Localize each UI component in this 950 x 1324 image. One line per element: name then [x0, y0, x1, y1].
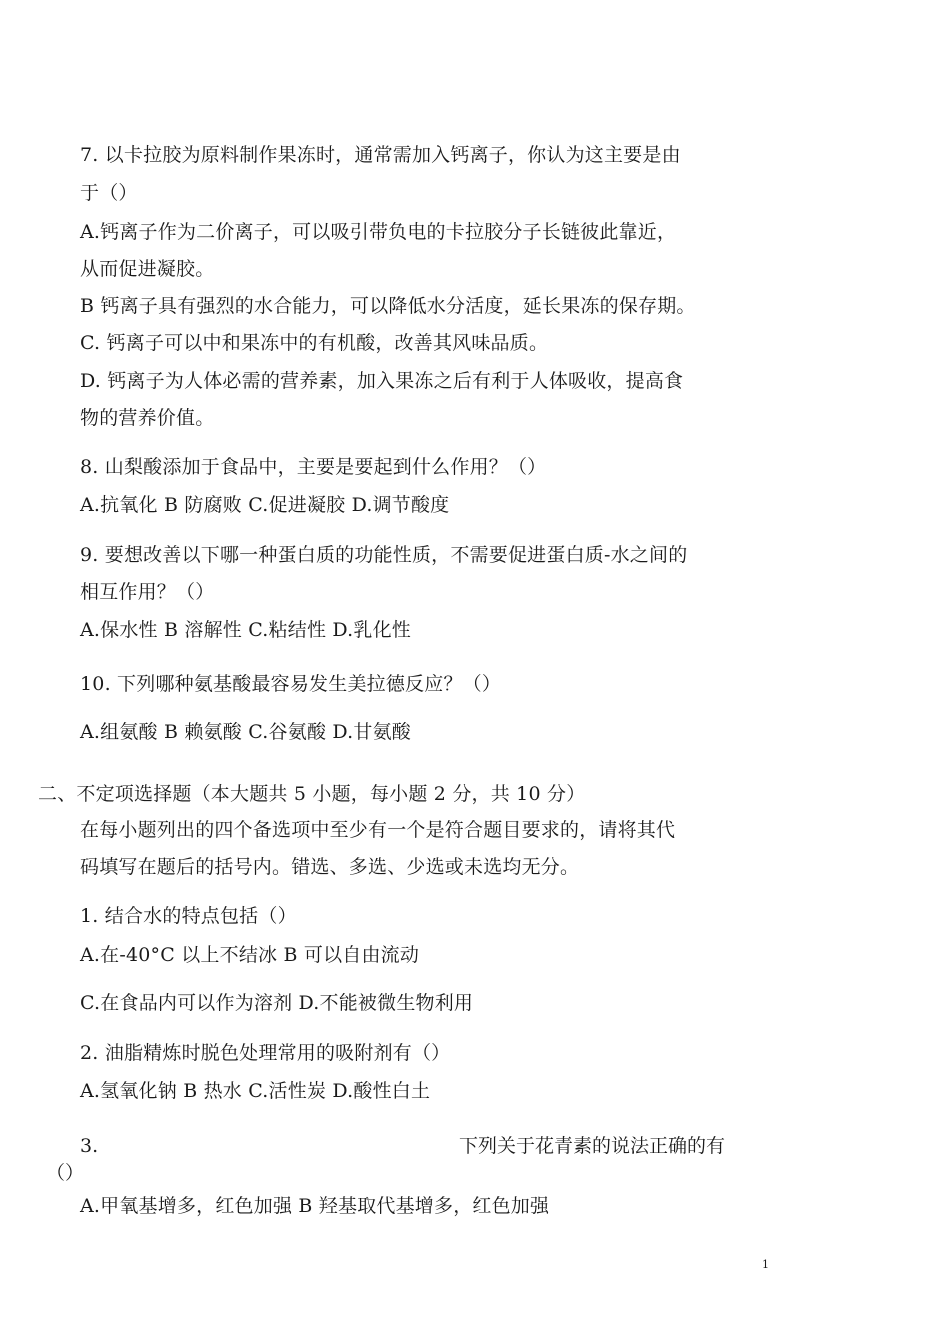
q7-option-d-line1: D. 钙离子为人体必需的营养素，加入果冻之后有利于人体吸收，提高食 [80, 370, 684, 392]
q9-stem-line1: 9. 要想改善以下哪一种蛋白质的功能性质，不需要促进蛋白质-水之间的 [80, 544, 688, 566]
q8-stem: 8. 山梨酸添加于食品中，主要是要起到什么作用？（） [80, 456, 547, 478]
s2q2-options: A.氢氧化钠 B 热水 C.活性炭 D.酸性白土 [80, 1080, 431, 1102]
q7-stem-line2: 于（） [80, 182, 138, 204]
s2q2-stem: 2. 油脂精炼时脱色处理常用的吸附剂有（） [80, 1042, 451, 1064]
q10-stem: 10. 下列哪种氨基酸最容易发生美拉德反应？（） [80, 673, 502, 695]
section2-instruction-line1: 在每小题列出的四个备选项中至少有一个是符合题目要求的，请将其代 [80, 819, 676, 841]
q10-options: A.组氨酸 B 赖氨酸 C.谷氨酸 D.甘氨酸 [80, 721, 411, 743]
q7-option-a-line2: 从而促进凝胶。 [80, 258, 215, 280]
q7-option-a-line1: A.钙离子作为二价离子，可以吸引带负电的卡拉胶分子长链彼此靠近， [80, 221, 677, 243]
s2q3-stem: 下列关于花青素的说法正确的有 [459, 1135, 726, 1157]
s2q1-options-line2: C.在食品内可以作为溶剂 D.不能被微生物利用 [80, 992, 474, 1014]
q7-option-d-line2: 物的营养价值。 [80, 407, 215, 429]
q7-option-c: C. 钙离子可以中和果冻中的有机酸，改善其风味品质。 [80, 332, 549, 354]
q8-options: A.抗氧化 B 防腐败 C.促进凝胶 D.调节酸度 [80, 494, 450, 516]
s2q3-options: A.甲氧基增多，红色加强 B 羟基取代基增多，红色加强 [80, 1195, 550, 1217]
s2q1-options-line1: A.在-40°C 以上不结冰 B 可以自由流动 [80, 944, 420, 966]
q7-option-b: B 钙离子具有强烈的水合能力，可以降低水分活度，延长果冻的保存期。 [80, 295, 696, 317]
section2-instruction-line2: 码填写在题后的括号内。错选、多选、少选或未选均无分。 [80, 856, 580, 878]
q9-stem-line2: 相互作用？（） [80, 581, 215, 603]
page-number: 1 [762, 1258, 769, 1271]
q9-options: A.保水性 B 溶解性 C.粘结性 D.乳化性 [80, 619, 411, 641]
s2q1-stem: 1. 结合水的特点包括（） [80, 905, 297, 927]
s2q3-number: 3. [80, 1135, 99, 1157]
section2-title: 二、不定项选择题（本大题共 5 小题，每小题 2 分，共 10 分） [38, 783, 586, 805]
s2q3-answer-paren: （） [46, 1162, 85, 1184]
q7-stem-line1: 7. 以卡拉胶为原料制作果冻时，通常需加入钙离子，你认为这主要是由 [80, 144, 681, 166]
